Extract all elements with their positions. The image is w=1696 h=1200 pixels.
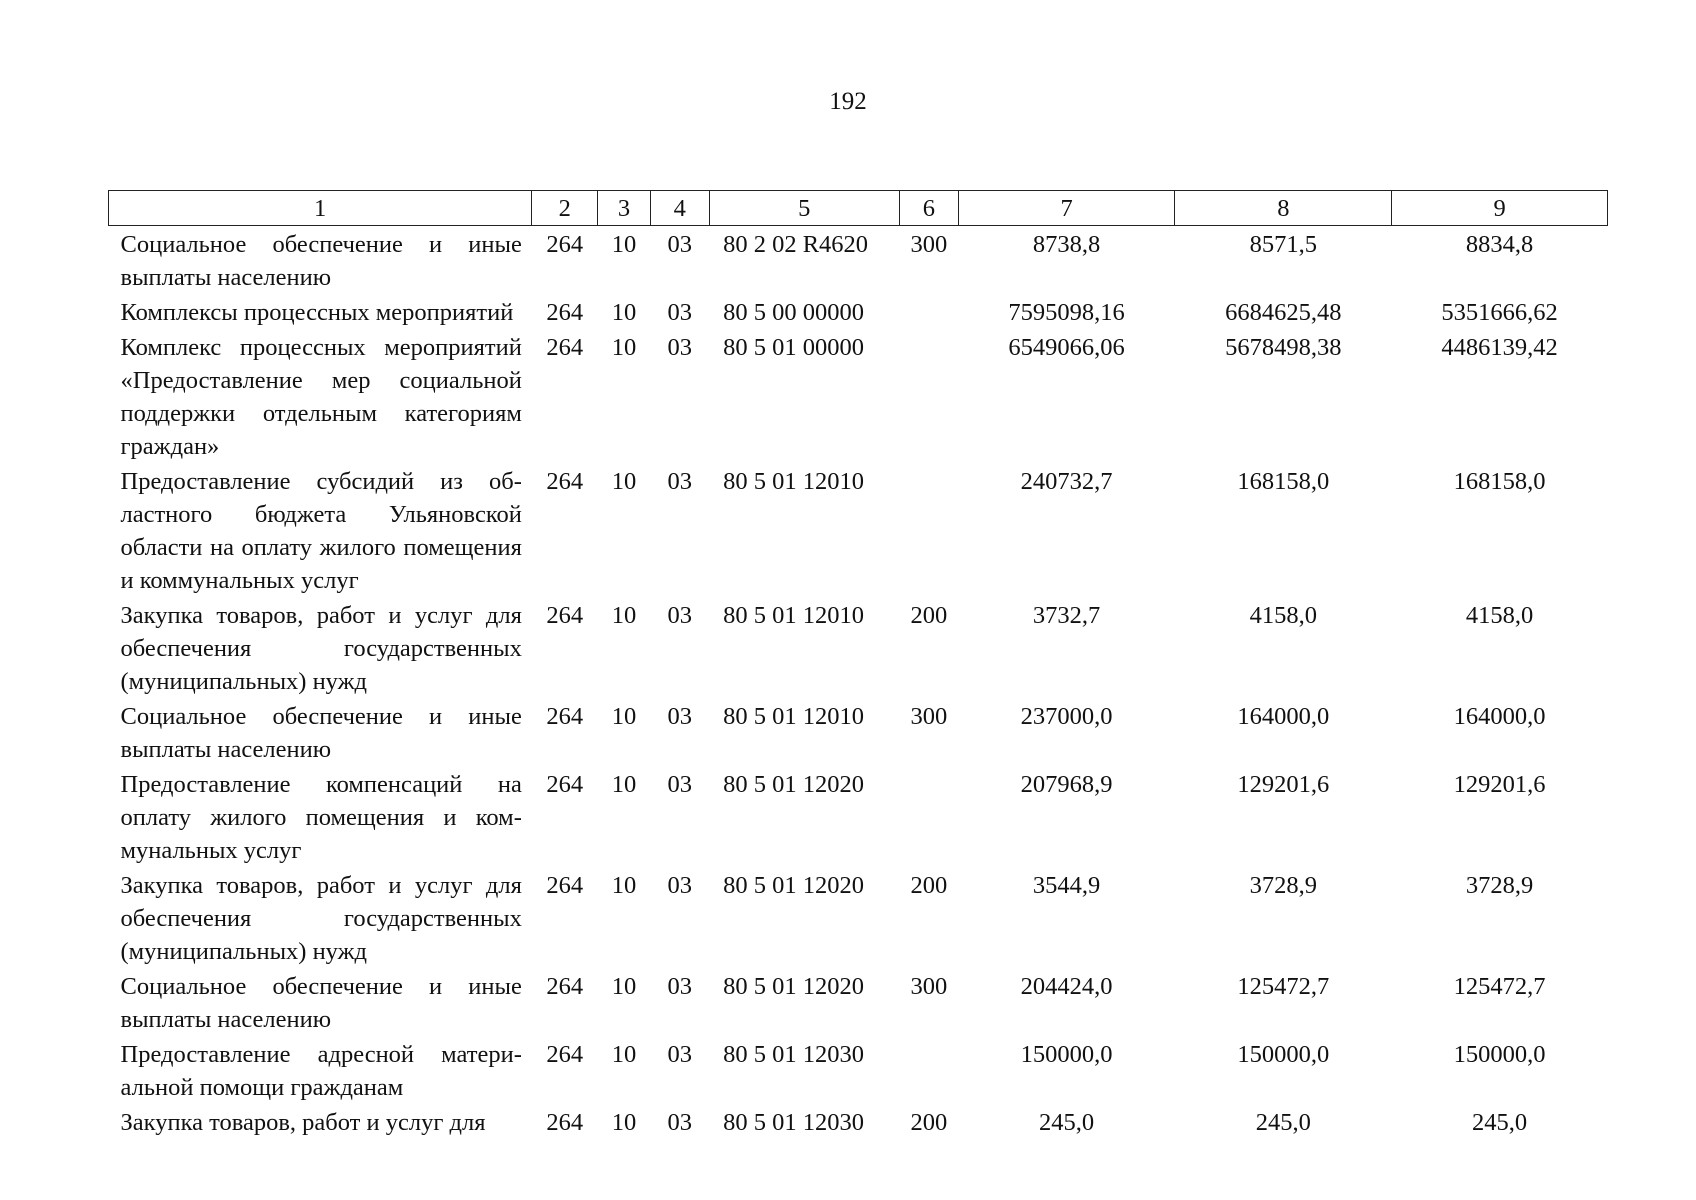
row-amount-9-cell: 4158,0 — [1465, 602, 1534, 629]
table-row — [109, 968, 1608, 1036]
header-cell-6: 6 — [899, 191, 958, 226]
row-amount-9-cell: 5351666,62 — [1441, 299, 1558, 326]
row-code-2-cell: 264 — [546, 1109, 584, 1136]
row-code-3-cell: 10 — [611, 703, 637, 730]
row-name-cell: Комплекс процессных мероприятий «Предоставление мер социальной поддержки отдельным категориям граждан» — [120, 334, 522, 460]
row-code-6-cell: 200 — [910, 602, 948, 629]
row-amount-9-cell: 164000,0 — [1453, 703, 1546, 730]
row-code-5-cell: 80 5 01 12010 — [723, 703, 864, 730]
header-cell-1: 1 — [109, 191, 532, 226]
row-code-4-cell: 03 — [667, 334, 692, 361]
header-cell-5: 5 — [709, 191, 899, 226]
row-amount-7-cell: 3544,9 — [1032, 872, 1101, 899]
row-name-cell: Комплексы процессных мероприятий — [120, 299, 514, 326]
row-amount-9-cell: 129201,6 — [1453, 771, 1546, 798]
row-code-2-cell: 264 — [546, 468, 584, 495]
row-code-3-cell: 10 — [611, 468, 637, 495]
row-name-cell: Предоставление субсидий из областного бюджета Ульяновской области на оплату жилого помещения и коммунальных услуг — [120, 468, 522, 594]
row-code-3-cell: 10 — [611, 299, 637, 326]
row-amount-8-cell: 129201,6 — [1237, 771, 1330, 798]
table-row — [109, 698, 1608, 766]
row-code-5-cell: 80 5 01 12030 — [723, 1109, 864, 1136]
header-cell-2: 2 — [532, 191, 598, 226]
row-code-2-cell: 264 — [546, 231, 584, 258]
row-code-5-cell: 80 5 01 00000 — [723, 334, 864, 361]
row-amount-7-cell: 150000,0 — [1020, 1041, 1113, 1068]
row-code-4-cell: 03 — [667, 231, 692, 258]
row-code-6-cell — [899, 463, 958, 597]
row-code-5-cell: 80 5 01 12030 — [723, 1041, 864, 1068]
row-amount-9-cell: 245,0 — [1472, 1109, 1528, 1136]
row-amount-8-cell: 8571,5 — [1249, 231, 1317, 258]
row-amount-8-cell: 150000,0 — [1237, 1041, 1330, 1068]
row-code-6-cell: 300 — [910, 231, 948, 258]
row-code-5-cell: 80 5 01 12020 — [723, 771, 864, 798]
row-amount-8-cell: 125472,7 — [1237, 973, 1330, 1000]
row-code-2-cell: 264 — [546, 299, 584, 326]
row-code-3-cell: 10 — [611, 1109, 637, 1136]
row-name-cell: Закупка товаров, работ и услуг для обеспечения государственных (муниципальных) нужд — [120, 872, 522, 965]
budget-table — [108, 190, 1608, 1139]
row-amount-9-cell: 3728,9 — [1465, 872, 1534, 899]
row-code-2-cell: 264 — [546, 602, 584, 629]
row-amount-9-cell: 150000,0 — [1453, 1041, 1546, 1068]
row-code-4-cell: 03 — [667, 1109, 692, 1136]
row-code-5-cell: 80 2 02 R4620 — [723, 231, 869, 258]
row-code-6-cell — [899, 329, 958, 463]
row-code-2-cell: 264 — [546, 703, 584, 730]
row-code-2-cell: 264 — [546, 973, 584, 1000]
row-code-2-cell: 264 — [546, 872, 584, 899]
header-cell-3: 3 — [598, 191, 651, 226]
row-code-3-cell: 10 — [611, 334, 637, 361]
row-amount-8-cell: 164000,0 — [1237, 703, 1330, 730]
row-name-cell: Предоставление компенсаций на оплату жилого помещения и коммунальных услуг — [120, 771, 522, 864]
row-code-3-cell: 10 — [611, 771, 637, 798]
row-code-6-cell: 200 — [910, 872, 948, 899]
table-row — [109, 766, 1608, 867]
row-code-6-cell: 200 — [910, 1109, 948, 1136]
row-code-4-cell: 03 — [667, 771, 692, 798]
row-code-5-cell: 80 5 01 12020 — [723, 872, 864, 899]
row-code-6-cell: 300 — [910, 973, 948, 1000]
header-cell-4: 4 — [650, 191, 709, 226]
header-cell-9: 9 — [1392, 191, 1608, 226]
row-amount-7-cell: 237000,0 — [1020, 703, 1113, 730]
row-code-3-cell: 10 — [611, 602, 637, 629]
row-name-cell: Закупка товаров, работ и услуг для обеспечения государственных (муниципальных) нужд — [120, 602, 522, 695]
row-code-5-cell: 80 5 01 12010 — [723, 602, 864, 629]
table-row — [109, 329, 1608, 463]
row-amount-7-cell: 6549066,06 — [1008, 334, 1125, 361]
row-amount-8-cell: 168158,0 — [1237, 468, 1330, 495]
row-code-4-cell: 03 — [667, 602, 692, 629]
header-cell-7: 7 — [958, 191, 1175, 226]
table-row — [109, 294, 1608, 329]
row-code-3-cell: 10 — [611, 1041, 637, 1068]
row-name-cell: Закупка товаров, работ и услуг для — [120, 1109, 486, 1136]
row-code-4-cell: 03 — [667, 703, 692, 730]
row-code-3-cell: 10 — [611, 231, 637, 258]
table-row — [109, 1036, 1608, 1104]
row-amount-8-cell: 3728,9 — [1249, 872, 1317, 899]
table-header — [109, 191, 1608, 226]
header-row — [109, 191, 1608, 226]
row-amount-7-cell: 240732,7 — [1020, 468, 1113, 495]
row-code-2-cell: 264 — [546, 1041, 584, 1068]
row-amount-9-cell: 4486139,42 — [1441, 334, 1558, 361]
row-amount-7-cell: 8738,8 — [1032, 231, 1101, 258]
row-code-4-cell: 03 — [667, 299, 692, 326]
row-code-6-cell: 300 — [910, 703, 948, 730]
row-amount-8-cell: 4158,0 — [1249, 602, 1317, 629]
row-code-5-cell: 80 5 00 00000 — [723, 299, 864, 326]
row-code-4-cell: 03 — [667, 872, 692, 899]
row-amount-8-cell: 5678498,38 — [1225, 334, 1342, 361]
row-amount-9-cell: 8834,8 — [1465, 231, 1534, 258]
row-code-2-cell: 264 — [546, 334, 584, 361]
row-code-5-cell: 80 5 01 12020 — [723, 973, 864, 1000]
row-code-4-cell: 03 — [667, 468, 692, 495]
table-body — [109, 226, 1608, 1140]
row-code-6-cell — [899, 1036, 958, 1104]
row-code-2-cell: 264 — [546, 771, 584, 798]
row-code-4-cell: 03 — [667, 973, 692, 1000]
row-amount-9-cell: 125472,7 — [1453, 973, 1546, 1000]
row-code-6-cell — [899, 294, 958, 329]
row-name-cell: Социальное обеспечение и иные выплаты населению — [120, 703, 522, 763]
header-cell-8: 8 — [1175, 191, 1392, 226]
row-amount-9-cell: 168158,0 — [1453, 468, 1546, 495]
row-code-3-cell: 10 — [611, 872, 637, 899]
row-name-cell: Предоставление адресной материальной помощи гражданам — [120, 1041, 522, 1101]
table-row — [109, 597, 1608, 698]
row-name-cell: Социальное обеспечение и иные выплаты населению — [120, 973, 522, 1033]
table-row — [109, 226, 1608, 295]
row-amount-7-cell: 207968,9 — [1020, 771, 1113, 798]
row-code-6-cell — [899, 766, 958, 867]
table-row — [109, 1104, 1608, 1139]
row-code-5-cell: 80 5 01 12010 — [723, 468, 864, 495]
row-amount-7-cell: 3732,7 — [1032, 602, 1101, 629]
table-row — [109, 463, 1608, 597]
row-code-3-cell: 10 — [611, 973, 637, 1000]
table-row — [109, 867, 1608, 968]
row-amount-7-cell: 204424,0 — [1020, 973, 1113, 1000]
row-amount-7-cell: 7595098,16 — [1008, 299, 1125, 326]
page-number: 192 — [829, 88, 867, 115]
row-amount-7-cell: 245,0 — [1039, 1109, 1095, 1136]
row-amount-8-cell: 245,0 — [1255, 1109, 1311, 1136]
row-name-cell: Социальное обеспечение и иные выплаты населению — [120, 231, 522, 291]
row-code-4-cell: 03 — [667, 1041, 692, 1068]
row-amount-8-cell: 6684625,48 — [1225, 299, 1342, 326]
